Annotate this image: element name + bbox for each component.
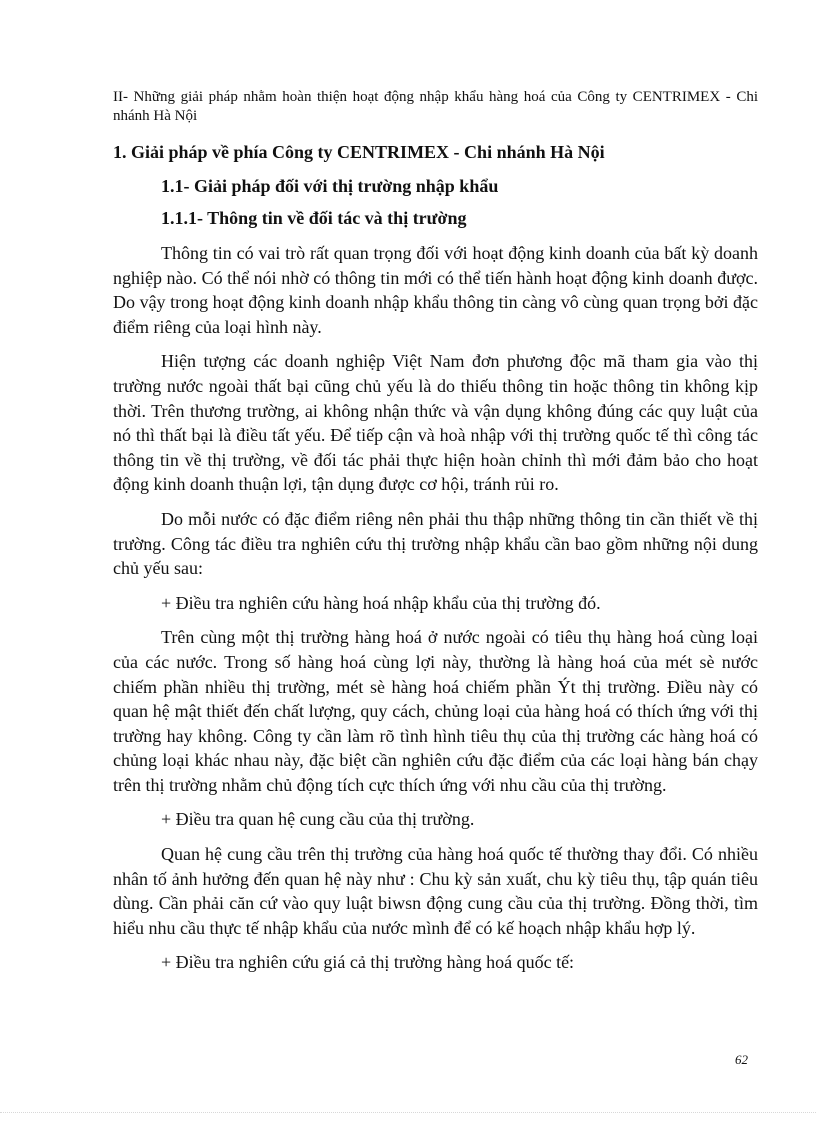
paragraph-3: Do mỗi nước có đặc điểm riêng nên phải thu thập những thông tin cần thiết về thị trường. Công tác điều tra nghiên cứu thị trường nhập khẩu cần bao gồm những nội dung chủ yếu sau: [113,508,758,579]
heading-1-1-1: 1.1.1- Thông tin về đối tác và thị trường [161,208,467,228]
bullet-2: + Điều tra quan hệ cung cầu của thị trường. [161,809,475,830]
paragraph-4: Trên cùng một thị trường hàng hoá ở nước ngoài có tiêu thụ hàng hoá cùng loại của các nước. Trong số hàng hoá cùng lợi này, thường là hàng hoá của mét sè nước chiếm phần nhiều thị trường, mét sè hàng hoá chiếm phần Ýt thị trường. Điều này có quan hệ mật thiết đến chất lượng, quy cách, chủng loại của hàng hoá có thích ứng với thị trường hay không. Công ty cần làm rõ tình hình tiêu thụ của thị trường các hàng hoá có chủng loại khác nhau này, đặc biệt cần nghiên cứu đặc điểm của các loại hàng bán chạy trên thị trường nhằm chủ động tích cực thích ứng với nhu cầu của thị trường. [113,627,758,795]
page-bottom-divider [0,1112,816,1113]
paragraph-2: Hiện tượng các doanh nghiệp Việt Nam đơn phương độc mã tham gia vào thị trường nước ngoài thất bại cũng chủ yếu là do thiếu thông tin hoặc thông tin không kịp thời. Trên thương trường, ai không nhận thức và vận dụng không đúng các quy luật của nó thì thất bại là điều tất yếu. Để tiếp cận và hoà nhập với thị trường quốc tế thì công tác thông tin về thị trường, về đối tác phải thực hiện hoàn chỉnh thì mới đảm bảo cho hoạt động kinh doanh thuận lợi, tận dụng được cơ hội, tránh rủi ro. [113,351,758,495]
paragraph-5: Quan hệ cung cầu trên thị trường của hàng hoá quốc tế thường thay đổi. Có nhiều nhân tố ảnh hưởng đến quan hệ này như : Chu kỳ sản xuất, chu kỳ tiêu thụ, tập quán tiêu dùng. Cần phải căn cứ vào quy luật biwsn động cung cầu của thị trường. Đồng thời, tìm hiểu nhu cầu thực tế nhập khẩu của nước mình để có kế hoạch nhập khẩu hợp lý. [113,844,758,938]
section-heading: II- Những giải pháp nhằm hoàn thiện hoạt động nhập khẩu hàng hoá của Công ty CENTRIMEX - Chi nhánh Hà Nội [113,89,758,124]
paragraph-1: Thông tin có vai trò rất quan trọng đối với hoạt động kinh doanh của bất kỳ doanh nghiệp nào. Có thể nói nhờ có thông tin mới có thể tiến hành hoạt động kinh doanh được. Do vậy trong hoạt động kinh doanh nhập khẩu thông tin càng vô cùng quan trọng bởi đặc điểm riêng của loại hình này. [113,243,758,337]
heading-1-1: 1.1- Giải pháp đối với thị trường nhập khẩu [161,176,499,196]
page-content [113,88,758,975]
heading-1: 1. Giải pháp về phía Công ty CENTRIMEX - Chi nhánh Hà Nội [113,142,605,162]
bullet-3: + Điều tra nghiên cứu giá cả thị trường hàng hoá quốc tế: [161,952,575,973]
page-number: 62 [735,1052,748,1067]
bullet-1: + Điều tra nghiên cứu hàng hoá nhập khẩu của thị trường đó. [161,592,601,613]
